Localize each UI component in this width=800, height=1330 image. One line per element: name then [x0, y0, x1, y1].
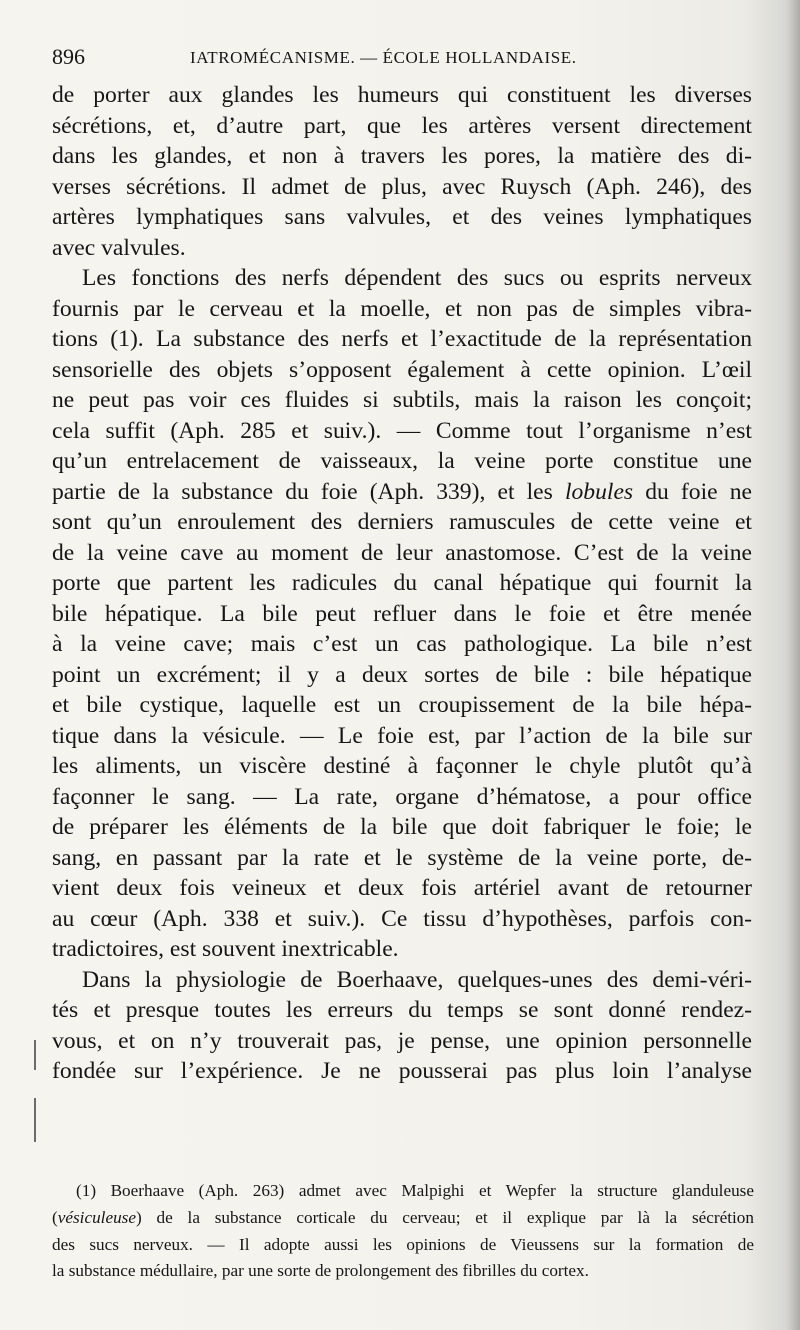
footnote-line: des sucs nerveux. — Il adopte aussi les opinions de Vieussens sur la formation de	[52, 1234, 754, 1254]
text-line: cela suffit (Aph. 285 et suiv.). — Comme tout l’organisme n’est	[52, 417, 752, 444]
margin-pencil-mark	[34, 1098, 36, 1142]
text-line: façonner le sang. — La rate, organe d’hématose, a pour office	[52, 783, 752, 810]
text-segment: partie de la substance du foie (Aph. 339), et les lobules du foie ne	[52, 478, 752, 505]
text-line: sont qu’un enroulement des derniers ramuscules de cette veine et	[52, 509, 752, 535]
footnote-line: la substance médullaire, par une sorte de prolongement des fibrilles du cortex.	[52, 1261, 589, 1281]
text-line: sensorielle des objets s’opposent également à cette opinion. L’œil	[52, 356, 752, 383]
text-line: à la veine cave; mais c’est un cas pathologique. La bile n’est	[52, 631, 752, 657]
text-line: de la veine cave au moment de leur anastomose. C’est de la veine	[52, 539, 752, 566]
text-line: avec valvules.	[52, 234, 186, 261]
margin-pencil-mark	[34, 1040, 36, 1070]
text-line: tés et presque toutes les erreurs du temps se sont donné rendez-	[52, 997, 752, 1023]
text-line: et bile cystique, laquelle est un croupissement de la bile hépa-	[52, 692, 752, 718]
text-line: qu’un entrelacement de vaisseaux, la veine porte constitue une	[52, 448, 752, 474]
text-line	[52, 477, 752, 508]
main-text	[52, 80, 752, 1087]
italic-term: lobules	[564, 478, 634, 505]
text-line: vient deux fois veineux et deux fois artériel avant de retourner	[52, 875, 752, 901]
text-line: de préparer les éléments de la bile que doit fabriquer le foie; le	[52, 814, 752, 840]
text-line: bile hépatique. La bile peut refluer dans le foie et être menée	[52, 600, 752, 627]
text-line: verses sécrétions. Il admet de plus, avec Ruysch (Aph. 246), des	[52, 173, 752, 200]
italic-term: vésiculeuse	[57, 1207, 136, 1227]
page-edge-shadow	[786, 0, 800, 1330]
page-number: 896	[52, 44, 85, 69]
text-line: ne peut pas voir ces fluides si subtils, mais la raison les conçoit;	[52, 387, 752, 413]
running-title: IATROMÉCANISME. — ÉCOLE HOLLANDAISE.	[190, 48, 577, 67]
footnote-line: (vésiculeuse) de la substance corticale du cerveau; et il explique par là la sécrétion	[52, 1207, 754, 1227]
page-header	[52, 44, 752, 74]
text-line: tique dans la vésicule. — Le foie est, par l’action de la bile sur	[52, 722, 752, 749]
text-line: porte que partent les radicules du canal hépatique qui fournit la	[52, 570, 752, 596]
text-line: Les fonctions des nerfs dépendent des sucs ou esprits nerveux	[82, 265, 752, 291]
text-line: tradictoires, est souvent inextricable.	[52, 936, 399, 962]
text-line: point un excrément; il y a deux sortes de bile : bile hépatique	[52, 661, 752, 688]
text-line: artères lymphatiques sans valvules, et des veines lymphatiques	[52, 204, 752, 230]
text-line: fournis par le cerveau et la moelle, et non pas de simples vibra-	[52, 295, 752, 322]
text-line: sang, en passant par la rate et le système de la veine porte, de-	[52, 844, 752, 871]
text-line: au cœur (Aph. 338 et suiv.). Ce tissu d’hypothèses, parfois con-	[52, 905, 752, 932]
text-line: vous, et on n’y trouverait pas, je pense, une opinion personnelle	[52, 1027, 752, 1054]
footnotes	[52, 1178, 754, 1285]
text-line: tions (1). La substance des nerfs et l’exactitude de la représentation	[52, 326, 752, 352]
text-line: de porter aux glandes les humeurs qui constituent les diverses	[52, 82, 752, 108]
text-line: fondée sur l’expérience. Je ne pousserai pas plus loin l’analyse	[52, 1058, 752, 1084]
text-line: dans les glandes, et non à travers les pores, la matière des di-	[52, 143, 752, 169]
text-line: les aliments, un viscère destiné à façonner le chyle plutôt qu’à	[52, 753, 752, 779]
footnote-line: (1) Boerhaave (Aph. 263) admet avec Malpighi et Wepfer la structure glanduleuse	[76, 1181, 754, 1200]
text-line: Dans la physiologie de Boerhaave, quelques-unes des demi-véri-	[82, 966, 752, 993]
text-line: sécrétions, et, d’autre part, que les artères versent directement	[52, 112, 752, 139]
